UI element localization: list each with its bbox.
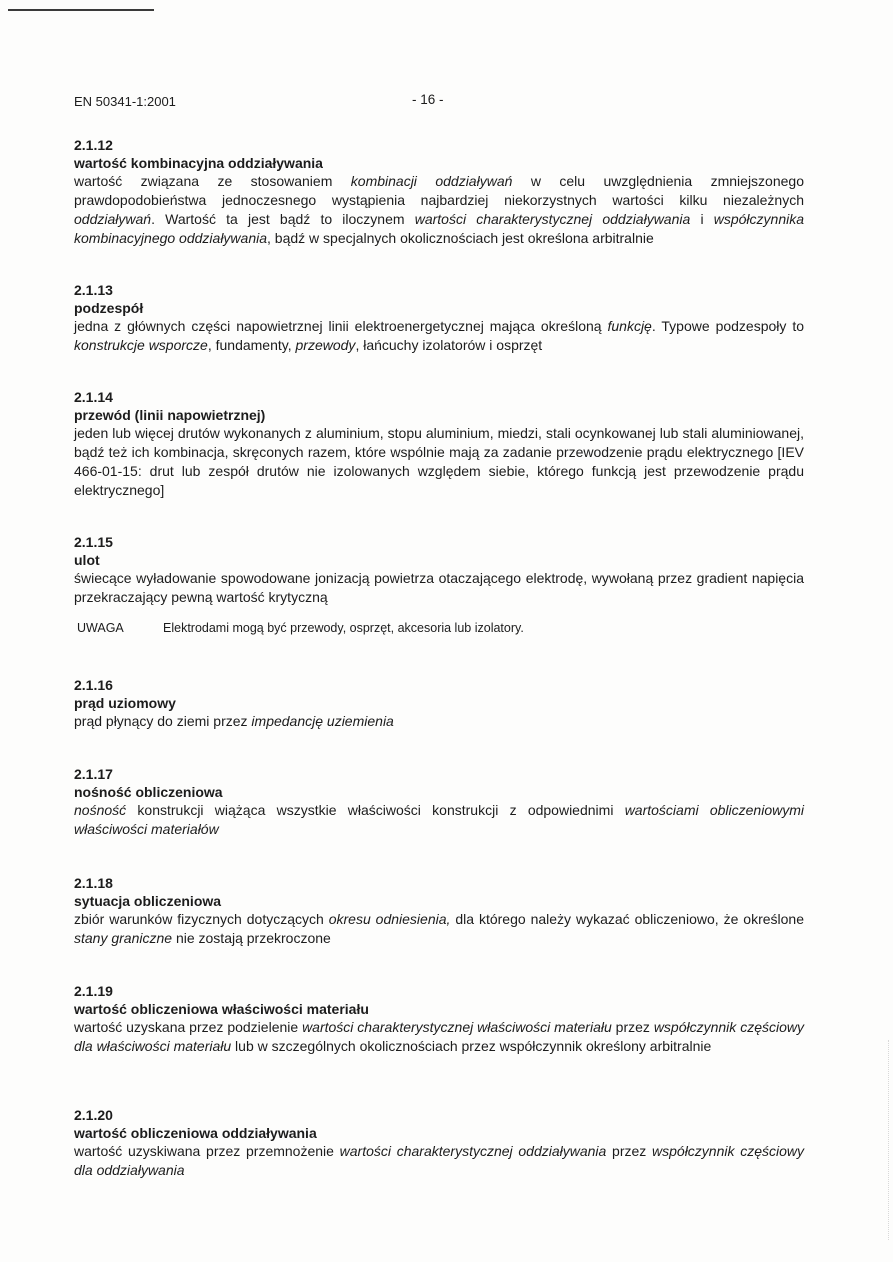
- definition-run: . Typowe podzespoły to: [651, 318, 805, 334]
- definition-italic-run: funkcję: [607, 318, 652, 334]
- entry-number: 2.1.12: [74, 137, 113, 153]
- definition-italic-run: impedancję uziemienia: [251, 713, 394, 729]
- definition-italic-run: wartości charakterystycznej oddziaływania: [414, 211, 691, 227]
- entry-2-1-17: [74, 766, 804, 839]
- entry-term: ulot: [74, 552, 100, 568]
- definition-run: nie zostają przekroczone: [172, 930, 331, 946]
- entry-term: przewód (linii napowietrznej): [74, 407, 266, 423]
- definition-italic-run: współczynnik częściowy dla oddziaływania: [74, 1143, 805, 1178]
- entry-definition: [74, 801, 804, 839]
- entry-2-1-16: [74, 677, 804, 731]
- entry-term: sytuacja obliczeniowa: [74, 893, 222, 909]
- entry-2-1-18: [74, 875, 804, 948]
- definition-run: wartość uzyskiwana przez przemnożenie: [74, 1143, 340, 1159]
- note: [77, 621, 777, 635]
- definition-run: świecące wyładowanie spowodowane jonizacją powietrza otaczającego elektrodę, wywołaną przez gradient napięcia przekraczający pewną wartość krytyczną: [74, 570, 804, 605]
- definition-run: wartość uzyskana przez podzielenie: [74, 1019, 303, 1035]
- entry-definition: [74, 172, 804, 248]
- entry-definition: [74, 424, 804, 500]
- page-header: [74, 92, 833, 112]
- entry-term: wartość kombinacyjna oddziaływania: [74, 155, 323, 171]
- entry-term: wartość obliczeniowa oddziaływania: [74, 1125, 317, 1141]
- entry-2-1-15: [74, 534, 804, 607]
- definition-run: w celu uwzględnienia zmniejszonego prawdopodobieństwa jednoczesnego wystąpienia najbardziej niekorzystnych wartości kilku niezależnych: [74, 173, 804, 208]
- entry-number: 2.1.13: [74, 282, 113, 298]
- entry-2-1-19: [74, 983, 804, 1056]
- definition-run: , łańcuchy izolatorów i osprzęt: [355, 337, 543, 353]
- entry-term: prąd uziomowy: [74, 695, 176, 711]
- entry-number: 2.1.14: [74, 389, 113, 405]
- definition-italic-run: kombinacji oddziaływań: [350, 173, 513, 189]
- definition-italic-run: wartości charakterystycznej oddziaływania: [339, 1143, 607, 1159]
- entry-number: 2.1.15: [74, 534, 113, 550]
- definition-run: i: [690, 211, 714, 227]
- definition-run: dla którego należy wykazać obliczeniowo, że określone: [450, 911, 805, 927]
- entry-definition: [74, 1142, 804, 1180]
- definition-run: lub w szczególnych okolicznościach przez współczynnik określony arbitralnie: [231, 1038, 712, 1054]
- definition-run: zbiór warunków fizycznych dotyczących: [74, 911, 329, 927]
- entry-term: podzespół: [74, 300, 144, 316]
- page-number: - 16 -: [412, 92, 444, 107]
- definition-italic-run: konstrukcje wsporcze: [74, 337, 208, 353]
- entry-number: 2.1.17: [74, 766, 113, 782]
- definition-run: wartość związana ze stosowaniem: [74, 173, 351, 189]
- top-rule: [8, 9, 154, 11]
- entry-2-1-20: [74, 1107, 804, 1180]
- entry-definition: [74, 317, 804, 355]
- definition-italic-run: współczynnika kombinacyjnego oddziaływania: [74, 211, 804, 246]
- definition-run: jeden lub więcej drutów wykonanych z aluminium, stopu aluminium, miedzi, stali ocynkowanej lub stali aluminiowanej, bądź też ich kombinacja, skręconych razem, które wspólnie mają za zadanie przewodzenie prądu elektrycznego [IEV 466-01-15: drut lub zespół drutów nie izolowanych względem siebie, którego funkcją jest przewodzenie prądu elektrycznego]: [74, 425, 804, 498]
- entry-definition: [74, 569, 804, 607]
- definition-italic-run: oddziaływań: [74, 211, 152, 227]
- definition-run: . Wartość ta jest bądź to iloczynem: [151, 211, 415, 227]
- definition-italic-run: wartości charakterystycznej właściwości materiału: [302, 1019, 612, 1035]
- entry-term: nośność obliczeniowa: [74, 784, 223, 800]
- definition-italic-run: nośność: [74, 802, 127, 818]
- entry-definition: [74, 712, 804, 731]
- definition-run: konstrukcji wiążąca wszystkie właściwości konstrukcji z odpowiednimi: [126, 802, 625, 818]
- entry-2-1-13: [74, 282, 804, 355]
- definition-italic-run: stany graniczne: [74, 930, 173, 946]
- definition-italic-run: okresu odniesienia,: [328, 911, 451, 927]
- entry-2-1-12: [74, 137, 804, 248]
- note-label: UWAGA: [77, 621, 124, 635]
- definition-run: , bądź w specjalnych okolicznościach jest określona arbitralnie: [267, 230, 654, 246]
- definition-run: , fundamenty,: [207, 337, 296, 353]
- scan-edge-marks: [886, 1040, 889, 1240]
- document-id: EN 50341-1:2001: [74, 94, 176, 109]
- entry-number: 2.1.20: [74, 1107, 113, 1123]
- definition-italic-run: wartościami obliczeniowymi właściwości materiałów: [74, 802, 804, 837]
- definition-italic-run: przewody: [295, 337, 356, 353]
- entry-number: 2.1.16: [74, 677, 113, 693]
- definition-run: przez: [606, 1143, 653, 1159]
- entry-number: 2.1.18: [74, 875, 113, 891]
- note-text: Elektrodami mogą być przewody, osprzęt, akcesoria lub izolatory.: [163, 621, 524, 635]
- entry-term: wartość obliczeniowa właściwości materiału: [74, 1001, 369, 1017]
- definition-italic-run: współczynnik częściowy dla właściwości materiału: [74, 1019, 804, 1054]
- definition-run: prąd płynący do ziemi przez: [74, 713, 252, 729]
- definition-run: przez: [611, 1019, 654, 1035]
- entry-number: 2.1.19: [74, 983, 113, 999]
- definition-run: jedna z głównych części napowietrznej linii elektroenergetycznej mająca określoną: [74, 318, 608, 334]
- entry-definition: [74, 910, 804, 948]
- entry-2-1-14: [74, 389, 804, 500]
- entry-definition: [74, 1018, 804, 1056]
